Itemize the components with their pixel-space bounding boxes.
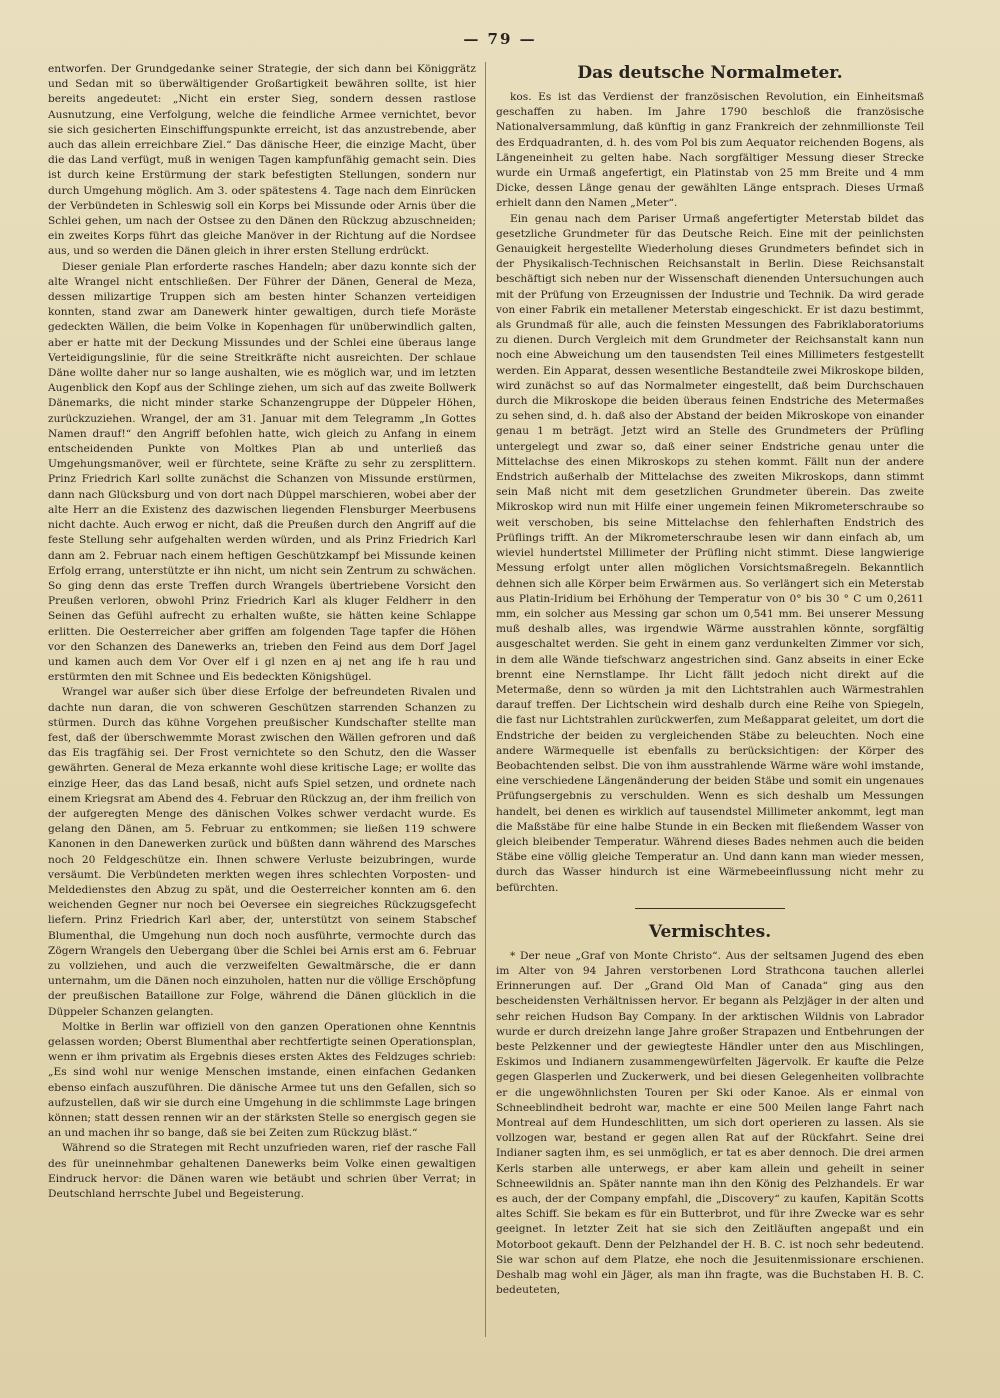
vermischtes-paragraph-1: * Der neue „Graf von Monte Christo“. Aus der seltsamen Jugend des eben im Alter von 94 Jahren verstorbenen Lord Strathcona tauchen allerlei Erinnerungen auf. Der „Grand Old Man of Canada“ ging aus den bescheidensten Verhältnissen hervor. Er begann als Pelzjäger in der alten und sehr reichen Hudson Bay Company. In der arktischen Wildnis von Labrador wurde er durch dreizehn lange Jahre großer Strapazen und Entbehrungen der beste Pelzkenner und der gewiegteste Händler unter den aus Mischlingen, Eskimos und Indianern zusammengewürfelten Jägervolk. Er kaufte die Pelze gegen Glasperlen und Zuckerwerk, und bei diesen Gelegenheiten vollbrachte er die ungewöhnlichsten Touren per Ski oder Kanoe. Als er einmal von Schneeblindheit bedroht war, machte er eine 500 Meilen lange Fahrt nach Montreal auf dem Hundeschlitten, um sich dort operieren zu lassen. Als sie vollzogen war, bestand er gegen allen Rat auf der Rückfahrt. Seine drei Indianer sagten ihm, es sei unmöglich, er tat es aber dennoch. Die drei armen Kerls starben alle unterwegs, er aber kam allein und geheilt in seiner Schneewildnis an. Später nannte man ihn den König des Pelzhandels. Er war es auch, der der Company empfahl, die „Discovery“ zu kaufen, Kapitän Scotts altes Schiff. Sie bekam es für ein Butterbrot, und für ihre Zwecke war es sehr geeignet. In letzter Zeit hat sie sich den Zeitläuften angepaßt und ein Motorboot gekauft. Denn der Pelzhandel der H. B. C. ist noch sehr bedeutend. Sie war schon auf dem Platze, ehe noch die Jesuitenmissionare erschienen. Deshalb mag wohl ein Jäger, als man ihn fragte, was die Buchstaben H. B. C. bedeuteten, <box>496 949 924 1297</box>
article-separator <box>635 908 785 909</box>
article-headline-normalmeter: Das deutsche Normalmeter. <box>577 63 843 83</box>
right-column <box>496 62 924 1298</box>
left-column <box>48 62 476 1202</box>
left-paragraph-1: entworfen. Der Grundgedanke seiner Strategie, der sich dann bei Königgrätz und Sedan mit so überwältigender Großartigkeit bewähren sollte, ist hier bereits angedeutet: „Nicht ein erster Sieg, sondern dessen rastlose Ausnutzung, eine Verfolgung, welche die feindliche Armee vernichtet, bevor sie sich gesicherten Einschiffungspunkte erreicht, ist das anzustrebende, aber auch das allein erreichbare Ziel.“ Das dänische Heer, die einzige Macht, über die das Land verfügt, muß in wenigen Tagen kampfunfähig gemacht sein. Dies ist durch keine Erstürmung der stark befestigten Stellungen, sondern nur durch Umgehung möglich. Am 3. oder spätestens 4. Tage nach dem Einrücken der Verbündeten in Schleswig soll ein Korps bei Missunde oder Arnis über die Schlei gehen, um nach der Ostsee zu den Dänen den Rückzug abzuschneiden; ein zweites Korps führt das gleiche Manöver in der Richtung auf die Nordsee aus, und so werden die Dänen gleich in ihrer ersten Stellung erdrückt. <box>48 63 476 258</box>
left-paragraph-2: Dieser geniale Plan erforderte rasches Handeln; aber dazu konnte sich der alte Wrangel nicht entschließen. Der Führer der Dänen, General de Meza, dessen milizartige Truppen sich am besten hinter Schanzen verteidigen konnten, stand zwar am Danewerk hinter gewaltigen, durch tiefe Moräste gedeckten Wällen, die beim Volke in Kopenhagen für unüberwindlich galten, aber er hatte mit der Deckung Missundes und der Schlei eine überaus lange Verteidigungslinie, für die seine Streitkräfte nicht ausreichten. Der schlaue Däne wollte daher nur so lange aushalten, wie es möglich war, und im letzten Augenblick den Kopf aus der Schlinge ziehen, um sich auf das zweite Bollwerk Dänemarks, die nicht minder starke Schanzengruppe der Düppeler Höhen, zurückzuziehen. Wrangel, der am 31. Januar mit dem Telegramm „In Gottes Namen drauf!“ den Angriff befohlen hatte, wich gleich zu Anfang in einem entscheidenden Punkte von Moltkes Plan ab und unterließ das Umgehungsmanöver, weil er fürchtete, seine Kräfte zu sehr zu zersplittern. Prinz Friedrich Karl sollte zunächst die Schanzen von Missunde erstürmen, dann nach Glücksburg und von dort nach Düppel marschieren, wobei aber der alte Herr an die Existenz des dazwischen liegenden Flensburger Meerbusens nicht dachte. Auch erwog er nicht, daß die Preußen durch den Angriff auf die feste Stellung sehr aufgehalten werden würden, und als Prinz Friedrich Karl dann am 2. Februar nach einem heftigen Geschützkampf bei Missunde keinen Erfolg errang, unterstützte er ihn nicht, um nicht sein Zentrum zu schwächen. So ging denn das erste Treffen durch Wrangels übertriebene Vorsicht den Preußen verloren, obwohl Prinz Friedrich Karl als kluger Feldherr in den Seinen das Gefühl aufrecht zu erhalten wußte, sie hätten keine Schlappe erlitten. Die Oesterreicher aber griffen am folgenden Tage tapfer die Höhen vor den Schanzen des Danewerks an, trieben den Feind aus dem Dorf Jagel und kamen auch dem Vor Over elf i gl nzen en aj net ang ife h rau und erstürmten den mit Schnee und Eis bedeckten Königshügel. <box>48 260 476 684</box>
left-paragraph-5: Während so die Strategen mit Recht unzufrieden waren, rief der rasche Fall des für uneinnehmbar gehaltenen Danewerks beim Volke einen gewaltigen Eindruck hervor: die Dänen waren wie betäubt und schrien über Verrat; in Deutschland herrschte Jubel und Begeisterung. <box>48 1142 476 1201</box>
column-divider <box>485 62 486 1337</box>
normalmeter-paragraph-1: kos. Es ist das Verdienst der französischen Revolution, ein Einheitsmaß geschaffen zu haben. Im Jahre 1790 beschloß die französische Nationalversammlung, daß künftig in ganz Frankreich der zehnmillionste Teil des Erdquadranten, d. h. des vom Pol bis zum Aequator reichenden Bogens, als Längeneinheit zu gelten habe. Nach sorgfältiger Messung dieser Strecke wurde ein Urmaß angefertigt, ein Platinstab von 25 mm Breite und 4 mm Dicke, dessen Länge genau der gewählten Länge entsprach. Dieses Urmaß erhielt dann den Namen „Meter“. <box>496 91 924 210</box>
normalmeter-paragraph-2: Ein genau nach dem Pariser Urmaß angefertigter Meterstab bildet das gesetzliche Grundmeter für das Deutsche Reich. Eine mit der peinlichsten Genauigkeit hergestellte Wiederholung dieses Grundmeters befindet sich in der Physikalisch-Technischen Reichsanstalt in Berlin. Diese Reichsanstalt beschäftigt sich neben nur der Wissenschaft dienenden Untersuchungen auch mit der Prüfung von Erzeugnissen der Industrie und Technik. Da wird gerade von einer Fabrik ein metallener Meterstab eingeschickt. Er ist dazu bestimmt, als Grundmaß für alle, auch die feinsten Messungen des Fabriklaboratoriums zu dienen. Durch Vergleich mit dem Grundmeter der Reichsanstalt kann nun noch eine Abweichung um den tausendsten Teil eines Millimeters festgestellt werden. Ein Apparat, dessen wesentliche Bestandteile zwei Mikroskope bilden, wird zunächst so auf das Normalmeter eingestellt, daß beim Durchschauen durch die Mikroskope die beiden überaus feinen Endstriche des Metermaßes zu sehen sind, d. h. daß also der Abstand der beiden Mikroskope von einander genau 1 m beträgt. Jetzt wird an Stelle des Grundmeters der Prüfling untergelegt und zwar so, daß einer seiner Endstriche genau unter die Mittelachse des einen Mikroskops zu stehen kommt. Fällt nun der andere Endstrich außerhalb der Mittelachse des zweiten Mikroskops, dann stimmt sein Maß nicht mit dem gesetzlichen Grundmeter überein. Das zweite Mikroskop wird nun mit Hilfe einer ungemein feinen Mikrometerschraube so weit verschoben, bis seine Mittelachse den fehlerhaften Endstrich des Prüflings trifft. An der Mikrometerschraube lesen wir dann einfach ab, um wieviel hundertstel Millimeter der Prüfling nicht stimmt. Diese langwierige Messung erfolgt unter allen möglichen Vorsichtsmaßregeln. Bekanntlich dehnen sich alle Körper beim Erwärmen aus. So verlängert sich ein Meterstab aus Platin-Iridium bei Erhöhung der Temperatur von 0° bis 30 ° C um 0,2611 mm, ein solcher aus Messing gar schon um 0,541 mm. Bei unserer Messung muß deshalb alles, was irgendwie Wärme ausstrahlen könnte, sorgfältig ausgeschaltet werden. Sie geht in einem ganz verdunkelten Zimmer vor sich, in dem alle Wände tiefschwarz angestrichen sind. Ganz abseits in einer Ecke brennt eine Nernstlampe. Ihr Licht fällt jedoch nicht direkt auf die Metermaße, denn so würden ja mit den Lichtstrahlen auch Wärmestrahlen darauf treffen. Der Lichtschein wird deshalb durch eine Reihe von Spiegeln, die fast nur Lichtstrahlen zurückwerfen, zum Meßapparat geleitet, um dort die Endstriche der beiden zu vergleichenden Stäbe zu beleuchten. Noch eine andere Wärmequelle ist ebenfalls zu berücksichtigen: der Körper des Beobachtenden selbst. Die von ihm ausstrahlende Wärme wäre wohl imstande, eine verschiedene Längenänderung der beiden Stäbe und somit ein ungenaues Prüfungsergebnis zu verschulden. Wenn es sich deshalb um Messungen handelt, bei denen es wirklich auf tausendstel Millimeter ankommt, legt man die Maßstäbe für eine halbe Stunde in ein Becken mit fließendem Wasser von gleich bleibender Temperatur. Während dieses Bades nehmen auch die beiden Stäbe eine völlig gleiche Temperatur an. Und dann kann man wieder messen, durch das Wasser hindurch ist eine Wärmebeeinflussung nicht mehr zu befürchten. <box>496 212 924 894</box>
page-number: — 79 — <box>463 30 537 48</box>
left-paragraph-4: Moltke in Berlin war offiziell von den ganzen Operationen ohne Kenntnis gelassen worden; Oberst Blumenthal aber rechtfertigte seinen Operationsplan, wenn er ihm privatim als Ergebnis dieses ersten Aktes des Feldzuges schrieb: „Es sind wohl nur wenige Menschen imstande, einen einfachen Gedanken ebenso einfach auszuführen. Die dänische Armee tut uns den Gefallen, sich so aufzustellen, daß wir sie durch eine Umgehung in die schlimmste Lage bringen können; statt dessen rennen wir an der stärksten Stelle so energisch gegen sie an und machen ihr so bange, daß sie bei Zeiten zum Rückzug bläst.“ <box>48 1020 476 1140</box>
article-headline-vermischtes: Vermischtes. <box>648 921 772 942</box>
left-paragraph-3: Wrangel war außer sich über diese Erfolge der befreundeten Rivalen und dachte nun daran, die von schweren Geschützen starrenden Schanzen zu stürmen. Durch das kühne Vorgehen preußischer Kundschafter stellte man fest, daß der überschwemmte Morast zwischen den Wällen gefroren und daß das Eis tragfähig sei. Der Frost vernichtete so den Schutz, den die Wasser gewährten. General de Meza erkannte wohl diese kritische Lage; er wollte das einzige Heer, das das Land besaß, nicht aufs Spiel setzen, und ordnete nach einem Kriegsrat am Abend des 4. Februar den Rückzug an, der ihm freilich von der aufgeregten Menge des dänischen Volkes schwer verdacht wurde. Es gelang den Dänen, am 5. Februar zu entkommen; sie ließen 119 schwere Kanonen in den Danewerken zurück und büßten dann während des Marsches noch 20 Feldgeschütze ein. Ihnen schwere Verluste beizubringen, wurde versäumt. Die Verbündeten merkten wegen ihres schlechten Vorposten- und Meldedienstes den Abzug zu spät, und die Oesterreicher konnten am 6. den weichenden Gegner nur noch bei Oeversee ein siegreiches Rückzugsgefecht liefern. Prinz Friedrich Karl aber, der, unterstützt von seinem Stabschef Blumenthal, die Umgehung nun doch noch ausführte, vermochte durch das Zögern Wrangels den Uebergang über die Schlei bei Arnis erst am 6. Februar zu vollziehen, und auch die verzweifelten Gewaltmärsche, die er dann unternahm, um die Dänen noch einzuholen, hatten nur die völlige Erschöpfung der preußischen Bataillone zur Folge, während die Dänen glücklich in die Düppeler Schanzen gelangten. <box>48 686 476 1018</box>
